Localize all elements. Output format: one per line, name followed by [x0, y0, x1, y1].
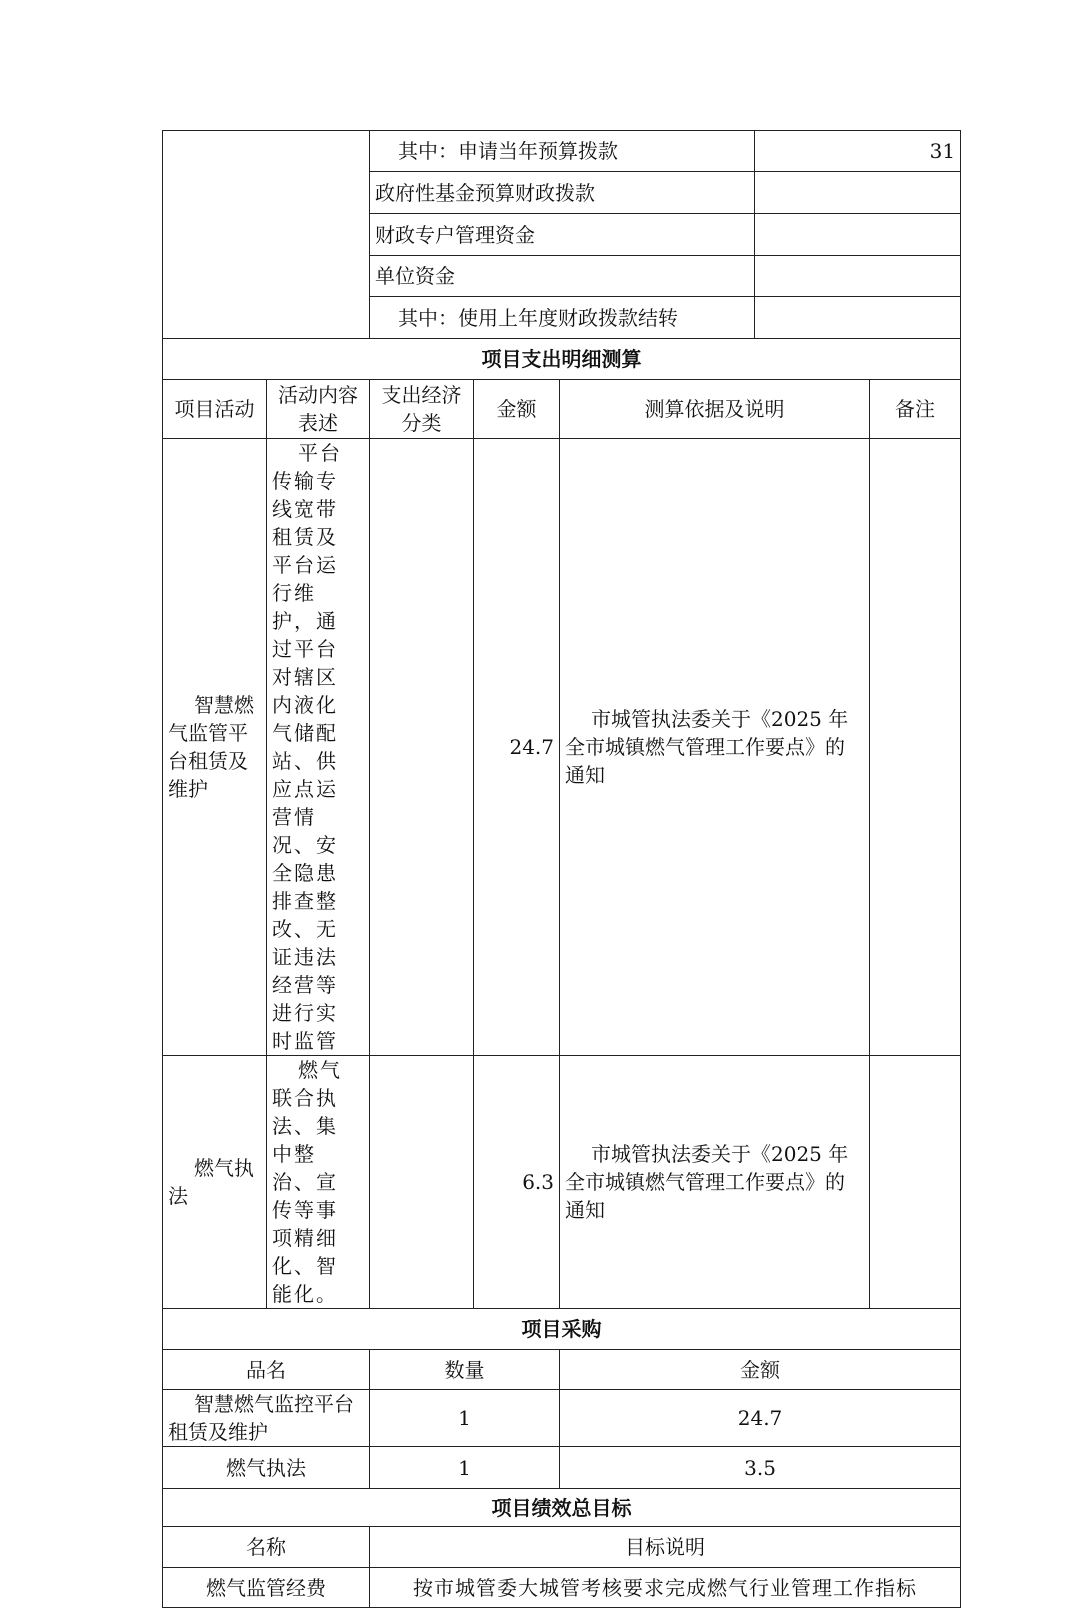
procurement-name: 智慧燃气监控平台租赁及维护 — [163, 1390, 370, 1447]
header-basis: 测算依据及说明 — [560, 380, 870, 439]
procurement-amount: 3.5 — [560, 1447, 961, 1489]
funding-label: 其中：申请当年预算拨款 — [370, 131, 755, 172]
section-title-row — [163, 1309, 961, 1350]
header-target-name: 名称 — [163, 1527, 370, 1568]
performance-row — [163, 1568, 961, 1608]
header-amount: 金额 — [474, 380, 560, 439]
expense-row — [163, 1056, 961, 1309]
expense-basis: 市城管执法委关于《2025 年全市城镇燃气管理工作要点》的通知 — [560, 439, 870, 1056]
section-title-row — [163, 339, 961, 380]
header-category: 支出经济分类 — [370, 380, 474, 439]
funding-value — [755, 172, 961, 214]
performance-header-row — [163, 1527, 961, 1568]
procurement-row — [163, 1447, 961, 1489]
expense-header-row — [163, 380, 961, 439]
expense-basis: 市城管执法委关于《2025 年全市城镇燃气管理工作要点》的通知 — [560, 1056, 870, 1309]
procurement-qty: 1 — [370, 1447, 560, 1489]
header-activity: 项目活动 — [163, 380, 267, 439]
header-quantity: 数量 — [370, 1350, 560, 1390]
expense-note — [870, 1056, 961, 1309]
expense-content: 燃气联合执法、集中整治、宣传等事项精细化、智能化。 — [267, 1056, 370, 1309]
expense-category — [370, 1056, 474, 1309]
budget-table — [162, 130, 961, 1608]
procurement-qty: 1 — [370, 1390, 560, 1447]
budget-sheet — [162, 130, 960, 1608]
expense-amount: 24.7 — [474, 439, 560, 1056]
performance-desc: 按市城管委大城管考核要求完成燃气行业管理工作指标 — [370, 1568, 961, 1608]
section-title-row — [163, 1489, 961, 1527]
funding-row — [163, 131, 961, 172]
funding-value — [755, 256, 961, 297]
procurement-row — [163, 1390, 961, 1447]
expense-activity: 燃气执法 — [163, 1056, 267, 1309]
header-note: 备注 — [870, 380, 961, 439]
procurement-header-row — [163, 1350, 961, 1390]
expense-content: 平台传输专线宽带租赁及平台运行维护，通过平台对辖区内液化气储配站、供应点运营情况、安全隐患排查整改、无证违法经营等进行实时监管 — [267, 439, 370, 1056]
procurement-amount: 24.7 — [560, 1390, 961, 1447]
funding-label: 其中：使用上年度财政拨款结转 — [370, 297, 755, 339]
expense-title: 项目支出明细测算 — [163, 339, 961, 380]
procurement-title: 项目采购 — [163, 1309, 961, 1350]
header-item-name: 品名 — [163, 1350, 370, 1390]
performance-title: 项目绩效总目标 — [163, 1489, 961, 1527]
expense-row — [163, 439, 961, 1056]
header-content: 活动内容表述 — [267, 380, 370, 439]
funding-value — [755, 214, 961, 256]
performance-name: 燃气监管经费 — [163, 1568, 370, 1608]
funding-value — [755, 297, 961, 339]
expense-note — [870, 439, 961, 1056]
funding-label: 单位资金 — [370, 256, 755, 297]
funding-value: 31 — [755, 131, 961, 172]
funding-left-blank — [163, 131, 370, 339]
expense-amount: 6.3 — [474, 1056, 560, 1309]
expense-activity: 智慧燃气监管平台租赁及维护 — [163, 439, 267, 1056]
funding-label: 财政专户管理资金 — [370, 214, 755, 256]
expense-category — [370, 439, 474, 1056]
funding-label: 政府性基金预算财政拨款 — [370, 172, 755, 214]
procurement-name: 燃气执法 — [163, 1447, 370, 1489]
header-target-desc: 目标说明 — [370, 1527, 961, 1568]
header-procure-amount: 金额 — [560, 1350, 961, 1390]
